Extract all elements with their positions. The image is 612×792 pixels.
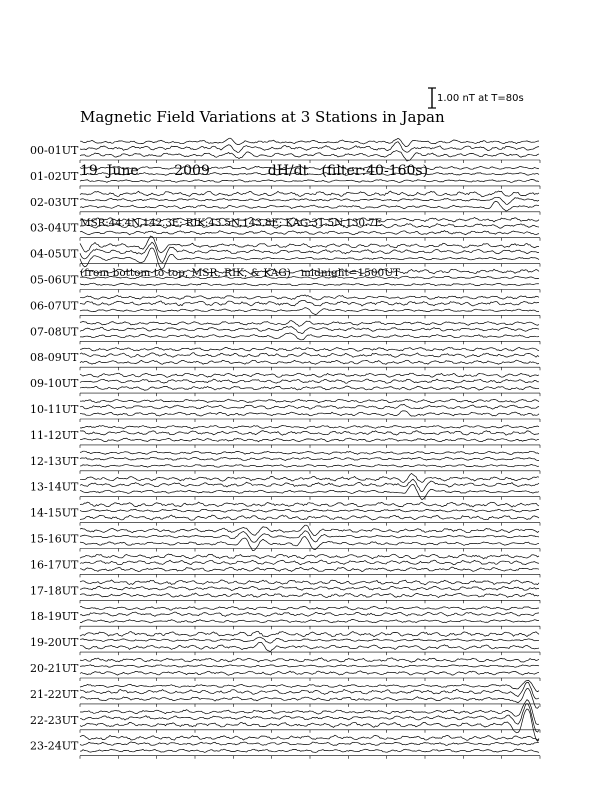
- trace-msr: [80, 438, 539, 442]
- hour-label: 12-13UT: [30, 454, 79, 468]
- trace-msr: [80, 749, 539, 752]
- hour-label: 03-04UT: [30, 221, 79, 235]
- trace-rik: [80, 431, 539, 436]
- hour-label: 05-06UT: [30, 273, 79, 287]
- hour-row: [30, 295, 540, 319]
- hour-row: [30, 269, 540, 293]
- hour-row: [30, 554, 540, 577]
- trace-rik: [80, 326, 539, 333]
- trace-msr: [80, 620, 539, 623]
- trace-msr: [80, 411, 539, 416]
- trace-rik: [80, 404, 539, 409]
- trace-kag: [80, 735, 539, 740]
- trace-rik: [80, 300, 539, 306]
- trace-rik: [80, 197, 539, 204]
- trace-msr: [80, 386, 539, 390]
- hour-row: [30, 166, 540, 189]
- hour-row: [30, 525, 540, 551]
- trace-kag: [80, 269, 539, 274]
- hour-label: 11-12UT: [30, 428, 79, 442]
- trace-msr: [80, 151, 539, 161]
- trace-kag: [80, 217, 539, 222]
- trace-rik: [80, 479, 539, 491]
- trace-kag: [80, 580, 539, 585]
- trace-kag: [80, 631, 539, 637]
- hour-row: [30, 580, 540, 603]
- trace-msr: [80, 180, 539, 183]
- trace-rik: [80, 142, 539, 153]
- trace-msr: [80, 593, 539, 598]
- trace-kag: [80, 680, 539, 691]
- hour-row: [30, 138, 540, 163]
- hour-label: 04-05UT: [30, 247, 79, 261]
- trace-msr: [80, 642, 539, 651]
- trace-kag: [80, 295, 539, 300]
- trace-msr: [80, 515, 539, 520]
- hour-row: [30, 321, 540, 345]
- trace-kag: [80, 191, 539, 197]
- hour-label: 13-14UT: [30, 480, 79, 494]
- hour-label: 00-01UT: [30, 144, 79, 157]
- hour-row: [30, 606, 540, 629]
- date-line: 19 June 2009 dH/dt (filter:40-160s): [80, 163, 429, 179]
- hour-row: [30, 373, 540, 396]
- trace-kag: [80, 236, 539, 253]
- trace-kag: [80, 347, 539, 351]
- hour-row: [30, 347, 540, 370]
- trace-rik: [80, 560, 539, 565]
- trace-rik: [80, 586, 539, 590]
- trace-rik: [80, 173, 539, 176]
- trace-kag: [80, 138, 539, 147]
- trace-msr: [80, 360, 539, 364]
- trace-msr: [80, 308, 539, 315]
- hour-row: [30, 236, 540, 269]
- hour-label: 17-18UT: [30, 584, 79, 598]
- hour-label: 19-20UT: [30, 636, 79, 650]
- trace-rik: [80, 276, 539, 279]
- hour-row: [30, 473, 540, 499]
- trace-kag: [80, 166, 539, 170]
- stations-line: MSR:44.4N,142.3E; RIK:43.5N,143.8E; KAG:31.5N,130.7E: [80, 217, 382, 229]
- trace-rik: [80, 223, 539, 228]
- trace-msr: [80, 567, 539, 572]
- hour-label: 02-03UT: [30, 195, 79, 209]
- chart-title: Magnetic Field Variations at 3 Stations in Japan: [80, 108, 445, 126]
- hour-row: [30, 191, 540, 215]
- trace-msr: [80, 689, 539, 709]
- trace-rik: [80, 509, 539, 512]
- trace-msr: [80, 201, 539, 211]
- trace-kag: [80, 373, 539, 377]
- trace-kag: [80, 658, 539, 662]
- trace-msr: [80, 283, 539, 286]
- trace-msr: [80, 231, 539, 235]
- hour-row: [30, 502, 540, 525]
- hour-label: 18-19UT: [30, 610, 79, 624]
- hour-label: 14-15UT: [30, 506, 79, 520]
- trace-kag: [80, 502, 539, 507]
- order-note: (from bottom to top, MSR, RIK, & KAG) midnight=1500UT: [80, 267, 401, 279]
- trace-kag: [80, 606, 539, 610]
- trace-rik: [80, 531, 539, 543]
- hour-label: 08-09UT: [30, 351, 79, 365]
- trace-kag: [80, 554, 539, 559]
- hour-row: [30, 631, 540, 655]
- trace-msr: [80, 464, 539, 467]
- trace-msr: [80, 484, 539, 499]
- hour-label: 21-22UT: [30, 687, 79, 701]
- hour-label: 20-21UT: [30, 662, 79, 675]
- trace-rik: [80, 457, 539, 460]
- hour-row: [30, 658, 540, 681]
- hour-row: [30, 680, 540, 708]
- hour-row: [30, 451, 540, 474]
- trace-rik: [80, 704, 539, 733]
- hour-label: 10-11UT: [30, 403, 79, 416]
- hour-row: [30, 217, 540, 240]
- scale-bar-label: 1.00 nT at T=80s: [437, 93, 524, 104]
- trace-kag: [80, 425, 539, 428]
- trace-rik: [80, 353, 539, 358]
- trace-rik: [80, 742, 539, 746]
- trace-kag: [80, 451, 539, 454]
- hour-label: 09-10UT: [30, 377, 79, 391]
- hour-row: [30, 425, 540, 448]
- hour-label: 23-24UT: [30, 739, 79, 753]
- hour-label: 15-16UT: [30, 532, 79, 546]
- trace-rik: [80, 612, 539, 616]
- trace-rik: [80, 665, 539, 668]
- hour-label: 01-02UT: [30, 169, 79, 183]
- trace-rik: [80, 379, 539, 383]
- trace-msr: [80, 333, 539, 340]
- trace-kag: [80, 399, 539, 403]
- trace-kag: [80, 321, 539, 327]
- hour-row: [30, 399, 540, 422]
- hour-label: 16-17UT: [30, 558, 79, 572]
- trace-rik: [80, 637, 539, 643]
- hour-label: 06-07UT: [30, 299, 79, 313]
- hour-label: 07-08UT: [30, 325, 79, 339]
- hour-label: 22-23UT: [30, 713, 79, 727]
- trace-kag: [80, 473, 539, 482]
- trace-kag: [80, 700, 539, 725]
- hour-row: [30, 735, 540, 759]
- trace-msr: [80, 671, 539, 675]
